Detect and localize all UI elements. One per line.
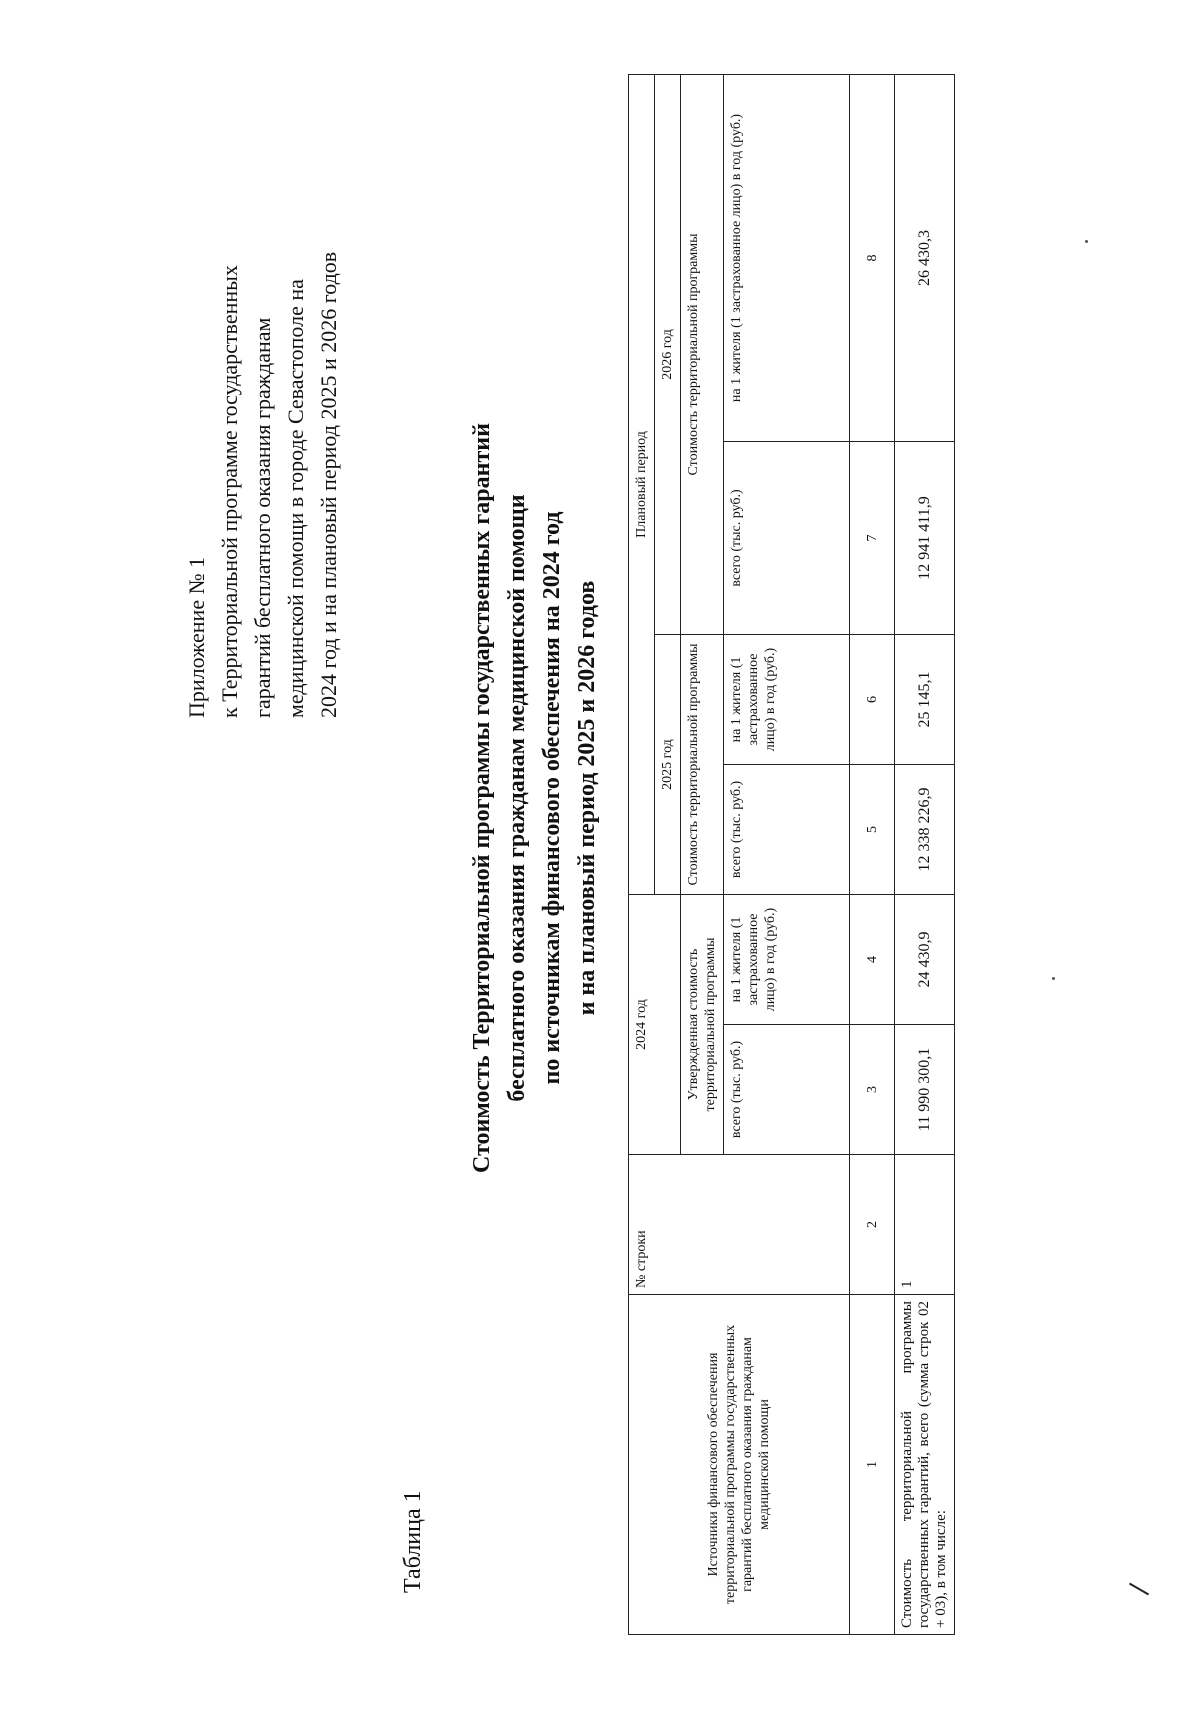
table-label: Таблица 1 bbox=[400, 1490, 426, 1593]
header-per-capita-2024: на 1 жителя (1 застрахованное лицо) в год (руб.) bbox=[724, 895, 850, 1025]
header-year-2025: 2025 год bbox=[655, 635, 681, 895]
header-total-2024: всего (тыс. руб.) bbox=[724, 1025, 850, 1155]
value-total-2024: 11 990 300,1 bbox=[895, 1025, 955, 1155]
title-line: по источникам финансового обеспечения на 2024 год bbox=[539, 511, 565, 1085]
cost-table bbox=[628, 74, 955, 1635]
scan-dot bbox=[1085, 240, 1088, 243]
column-number: 8 bbox=[850, 74, 895, 441]
appendix-line: медицинской помощи в городе Севастополе на bbox=[283, 279, 308, 718]
appendix-line: 2024 год и на плановый период 2025 и 2026 годов bbox=[316, 251, 341, 718]
scan-pen-mark bbox=[1129, 1583, 1149, 1596]
row-source-name: Стоимость территориальной программы государственных гарантий, всего (сумма строк 02 + 03), в том числе: bbox=[895, 1295, 955, 1635]
header-per-capita-2025: на 1 жителя (1 застрахованное лицо) в год (руб.) bbox=[724, 635, 850, 765]
value-per-capita-2025: 25 145,1 bbox=[895, 635, 955, 765]
value-per-capita-2024: 24 430,9 bbox=[895, 895, 955, 1025]
column-number: 3 bbox=[850, 1025, 895, 1155]
scan-dot bbox=[1052, 977, 1055, 980]
header-row-number: № строки bbox=[629, 1155, 850, 1295]
header-approved-cost: Утвержденная стоимость территориальной программы bbox=[681, 895, 724, 1155]
appendix-heading bbox=[180, 28, 345, 718]
table-row bbox=[895, 74, 955, 1634]
column-number: 4 bbox=[850, 895, 895, 1025]
appendix-line: Приложение № 1 bbox=[184, 556, 209, 718]
title-line: и на плановый период 2025 и 2026 годов bbox=[574, 580, 600, 1016]
appendix-line: к Территориальной программе государственных bbox=[217, 265, 242, 718]
column-number: 7 bbox=[850, 442, 895, 635]
appendix-line: гарантий бесплатного оказания гражданам bbox=[250, 317, 275, 718]
header-year-2024: 2024 год bbox=[629, 895, 681, 1155]
column-number: 6 bbox=[850, 635, 895, 765]
document-title bbox=[465, 398, 605, 1198]
value-total-2025: 12 338 226,9 bbox=[895, 765, 955, 895]
header-cost-2025: Стоимость территориальной программы bbox=[681, 635, 724, 895]
header-total-2026: всего (тыс. руб.) bbox=[724, 442, 850, 635]
header-year-2026: 2026 год bbox=[655, 74, 681, 634]
header-planning-period: Плановый период bbox=[629, 74, 655, 894]
header-row bbox=[629, 74, 655, 1634]
title-line: Стоимость Территориальной программы государственных гарантий bbox=[469, 423, 495, 1173]
column-number: 5 bbox=[850, 765, 895, 895]
title-line: бесплатного оказания гражданам медицинской помощи bbox=[504, 494, 530, 1102]
column-number: 2 bbox=[850, 1155, 895, 1295]
column-number-row bbox=[850, 74, 895, 1634]
header-total-2025: всего (тыс. руб.) bbox=[724, 765, 850, 895]
value-total-2026: 12 941 411,9 bbox=[895, 442, 955, 635]
header-per-capita-2026: на 1 жителя (1 застрахованное лицо) в год (руб.) bbox=[724, 74, 850, 441]
header-sources: Источники финансового обеспечения территориальной программы государственных гарантий бесплатного оказания гражданам медицинской помощи bbox=[629, 1295, 850, 1635]
row-number: 1 bbox=[895, 1155, 955, 1295]
column-number: 1 bbox=[850, 1295, 895, 1635]
value-per-capita-2026: 26 430,3 bbox=[895, 74, 955, 441]
header-cost-2026: Стоимость территориальной программы bbox=[681, 74, 724, 634]
